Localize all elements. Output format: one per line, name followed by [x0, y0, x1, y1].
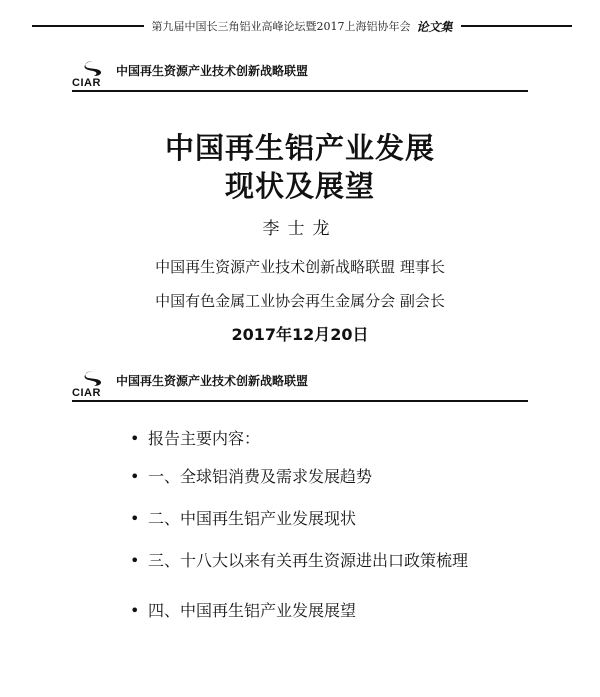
bullet-icon: •: [130, 467, 140, 486]
list-item: [130, 466, 478, 488]
banner-rule-top: [72, 90, 528, 92]
list-item: [130, 600, 478, 622]
list-item: [130, 550, 478, 572]
title-line-2: 现状及展望: [224, 169, 375, 203]
banner-rule-bottom: [72, 400, 528, 402]
alliance-name: 中国再生资源产业技术创新战略联盟: [116, 64, 309, 78]
list-item-text: 一、全球铝消费及需求发展趋势: [148, 467, 373, 486]
ciar-logo-text: CIAR: [72, 77, 101, 89]
list-item-text: 二、中国再生铝产业发展现状: [148, 509, 357, 528]
alliance-name: 中国再生资源产业技术创新战略联盟: [116, 374, 309, 388]
ciar-logo-text: CIAR: [72, 387, 101, 399]
running-header: [32, 16, 572, 36]
ciar-swirl-icon: [82, 60, 106, 77]
list-item-text: 四、中国再生铝产业发展展望: [148, 601, 357, 620]
header-rule-right: [461, 25, 573, 27]
author-name: 李士龙: [262, 219, 338, 239]
list-item: [130, 428, 478, 450]
author-position-2: 中国有色金属工业协会再生金属分会 副会长: [155, 292, 445, 310]
alliance-banner-bottom: [72, 370, 532, 400]
bullet-icon: •: [130, 551, 140, 570]
ciar-logo: [72, 60, 118, 90]
header-rule-left: [32, 25, 144, 27]
bullet-icon: •: [130, 601, 140, 620]
title-line-1: 中国再生铝产业发展: [164, 131, 435, 165]
list-item: [130, 508, 478, 530]
bullet-icon: •: [130, 509, 140, 528]
ciar-swirl-icon: [82, 370, 106, 387]
running-header-text: 第九届中国长三角铝业高峰论坛暨2017上海铝协年会: [151, 20, 411, 33]
bullet-icon: •: [130, 429, 140, 448]
report-date: 2017年12月20日: [231, 325, 369, 344]
collection-label: 论文集: [416, 19, 453, 34]
list-item-text: 三、十八大以来有关再生资源进出口政策梳理: [148, 551, 469, 570]
ciar-logo: [72, 370, 118, 400]
alliance-banner-top: [72, 60, 532, 90]
list-item-text: 报告主要内容：: [148, 429, 261, 448]
author-position-1: 中国再生资源产业技术创新战略联盟 理事长: [155, 258, 445, 276]
